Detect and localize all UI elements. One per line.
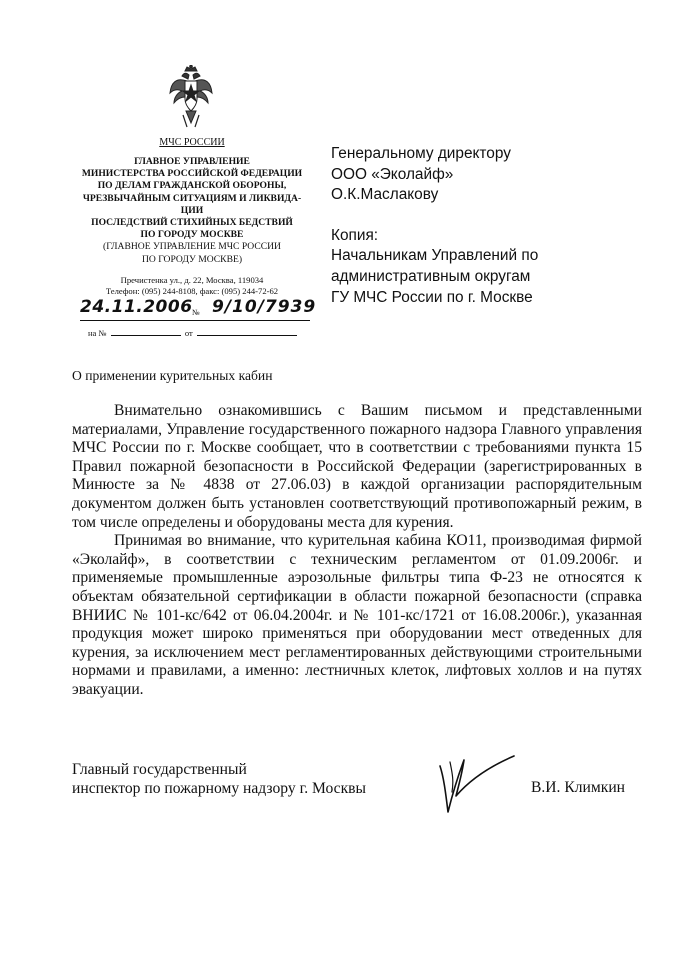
letter-body: [72, 402, 642, 700]
org-short-name: МЧС РОССИИ: [159, 137, 225, 148]
incoming-number-blank: [111, 335, 181, 336]
org-abbrev-line: ПО ГОРОДУ МОСКВЕ): [141, 253, 243, 265]
org-full-name: [58, 156, 326, 266]
org-name-line: ГЛАВНОЕ УПРАВЛЕНИЕ: [134, 156, 250, 167]
signer-title: [72, 760, 366, 798]
org-name-line: ПОСЛЕДСТВИЙ СТИХИЙНЫХ БЕДСТВИЙ: [91, 217, 293, 229]
addressee-line: Генеральному директору: [331, 145, 511, 162]
outgoing-reference: [80, 297, 320, 327]
copy-line: Начальникам Управлений по: [331, 247, 539, 265]
org-name-line: ПО ДЕЛАМ ГРАЖДАНСКОЙ ОБОРОНЫ,: [97, 180, 287, 192]
copy-line: административным округам: [331, 267, 531, 285]
addressee-line: О.К.Маслакову: [331, 186, 439, 204]
incoming-date-blank: [197, 335, 297, 336]
org-contacts: [58, 275, 326, 297]
addressee-line: ООО «Эколайф»: [331, 165, 454, 183]
incoming-no-label: на №: [88, 328, 107, 338]
incoming-from-label: от: [184, 328, 193, 338]
org-name-line: ЦИИ: [180, 204, 204, 216]
org-phones: Телефон: (095) 244-8108, факс: (095) 244-72-62: [105, 286, 279, 296]
body-paragraph: Принимая во внимание, что курительная кабина КО11, производимая фирмой «Эколайф», в соответствии с техническим регламентом от 01.09.2006г. и применяемые промышленные аэрозольные фильтры типа Ф-23 не относятся к объектам обязательной сертификации в области пожарной безопасности (справка ВНИИС № 101-кс/642 от 06.04.2004г. и № 101-кс/1721 от 16.08.2006г.), указанная продукция может широко применяться при оборудовании мест отведенных для курения, за исключением мест регламентированных действующими строительными нормами и правилами, а именно: лестничных клеток, лифтовых холлов и на путях эвакуации.: [72, 532, 642, 698]
incoming-reference: [88, 328, 299, 338]
copy-line: ГУ МЧС России по г. Москве: [331, 288, 533, 306]
handwritten-signature: [428, 752, 518, 820]
outgoing-underline: [80, 320, 310, 321]
signer-name: В.И. Климкин: [531, 779, 626, 796]
outgoing-number: 9/10/7939: [212, 297, 317, 317]
org-name-line: МИНИСТЕРСТВА РОССИЙСКОЙ ФЕДЕРАЦИИ: [81, 168, 303, 180]
org-address: Пречистенка ул., д. 22, Москва, 119034: [120, 275, 264, 285]
addressee-block: [331, 144, 671, 308]
body-paragraph: Внимательно ознакомившись с Вашим письмом и представленными материалами, Управление государственного пожарного надзора Главного управления МЧС России по г. Москве сообщает, что в соответствии с требованиями пункта 15 Правил пожарной безопасности в Российской Федерации (зарегистрированных в Минюсте за № 4838 от 27.06.03) в каждой организации распорядительным документом должен быть установлен соответствующий противопожарный режим, в том числе определены и оборудованы места для курения.: [72, 402, 642, 531]
copy-label: Копия:: [331, 226, 379, 244]
emblem-icon: [168, 65, 214, 131]
org-name-line: ЧРЕЗВЫЧАЙНЫМ СИТУАЦИЯМ И ЛИКВИДА-: [82, 192, 302, 204]
org-abbrev-line: (ГЛАВНОЕ УПРАВЛЕНИЕ МЧС РОССИИ: [103, 241, 281, 253]
org-name-line: ПО ГОРОДУ МОСКВЕ: [140, 229, 244, 241]
signer-title-line: Главный государственный: [72, 761, 247, 778]
letter-subject: О применении курительных кабин: [72, 368, 273, 383]
outgoing-date: 24.11.2006: [80, 297, 193, 317]
number-label: №: [192, 308, 200, 317]
signer-title-line: инспектор по пожарному надзору г. Москвы: [72, 780, 367, 797]
